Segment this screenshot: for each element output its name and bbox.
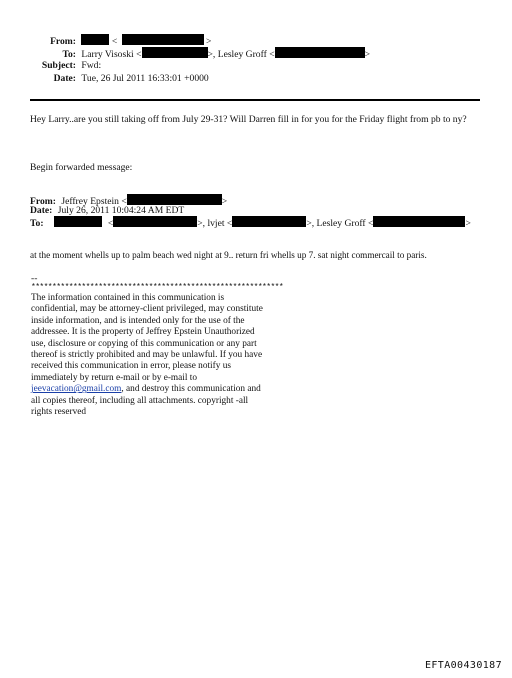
disclaimer-text-after: , and destroy this communication and all copies thereof, including all attachments. copyright -all rights reserved xyxy=(31,384,261,418)
forwarded-label: Begin forwarded message: xyxy=(30,162,133,173)
redaction-box xyxy=(142,47,208,58)
forward-to-label: To: xyxy=(30,218,44,229)
redaction-box xyxy=(127,194,222,205)
disclaimer-email-link[interactable]: jeevacation@gmail.com xyxy=(31,384,122,395)
disclaimer-stars: ************************************************************ xyxy=(31,283,284,292)
forward-to-row xyxy=(30,216,471,230)
redaction-box xyxy=(113,216,197,227)
redaction-box xyxy=(373,216,465,227)
to-value-3: > xyxy=(364,49,371,60)
subject-value: Fwd: xyxy=(81,60,102,71)
from-label: From: xyxy=(50,36,76,47)
message-body: Hey Larry..are you still taking off from July 29-31? Will Darren fill in for you for the Friday flight from pb to ny? xyxy=(30,114,467,125)
header-from-row xyxy=(30,34,211,48)
document-id: EFTA00430187 xyxy=(424,660,502,671)
forward-from-value: Jeffrey Epstein < xyxy=(61,196,127,207)
to-label: To: xyxy=(62,49,76,60)
forward-to-c: >, Lesley Groff < xyxy=(306,218,374,229)
header-divider xyxy=(30,99,480,101)
signature-dashes: -- xyxy=(31,273,38,284)
redaction-box xyxy=(54,216,102,227)
forward-to-d: > xyxy=(465,218,471,229)
disclaimer-text xyxy=(31,293,271,418)
forward-date-label: Date: xyxy=(30,205,53,216)
forward-from-label: From: xyxy=(30,196,56,207)
disclaimer-text-before: The information contained in this communication is confidential, may be attorney-client privileged, may constitute inside information, and is intended only for the use of the addressee. It is the property of Jeffrey Epstein Unauthorized use, disclosure or copying of this communication or any part thereof is strictly prohibited and may be unlawful. If you have received this communication in error, please notify us immediately by return e-mail or by e-mail to xyxy=(31,293,263,383)
forward-to-b: >, lvjet < xyxy=(197,218,233,229)
forward-date-value: July 26, 2011 10:04:24 AM EDT xyxy=(57,205,185,216)
to-value-1: Larry Visoski < xyxy=(81,49,142,60)
angle-close: > xyxy=(221,196,228,207)
redaction-box xyxy=(81,34,109,45)
date-label: Date: xyxy=(53,73,76,84)
angle-open: < xyxy=(111,36,118,47)
forward-message: at the moment whells up to palm beach wed night at 9.. return fri whells up 7. sat night commercail to paris. xyxy=(30,250,427,260)
redaction-box xyxy=(122,34,204,45)
header-to-row xyxy=(30,47,370,61)
angle-close: > xyxy=(206,36,212,47)
date-value: Tue, 26 Jul 2011 16:33:01 +0000 xyxy=(81,73,209,84)
subject-label: Subject: xyxy=(41,60,76,71)
header-date-row xyxy=(30,73,209,85)
to-value-2: >, Lesley Groff < xyxy=(207,49,275,60)
redaction-box xyxy=(275,47,365,58)
header-subject-row xyxy=(30,60,101,72)
forward-to-a: < xyxy=(107,218,114,229)
redaction-box xyxy=(232,216,306,227)
